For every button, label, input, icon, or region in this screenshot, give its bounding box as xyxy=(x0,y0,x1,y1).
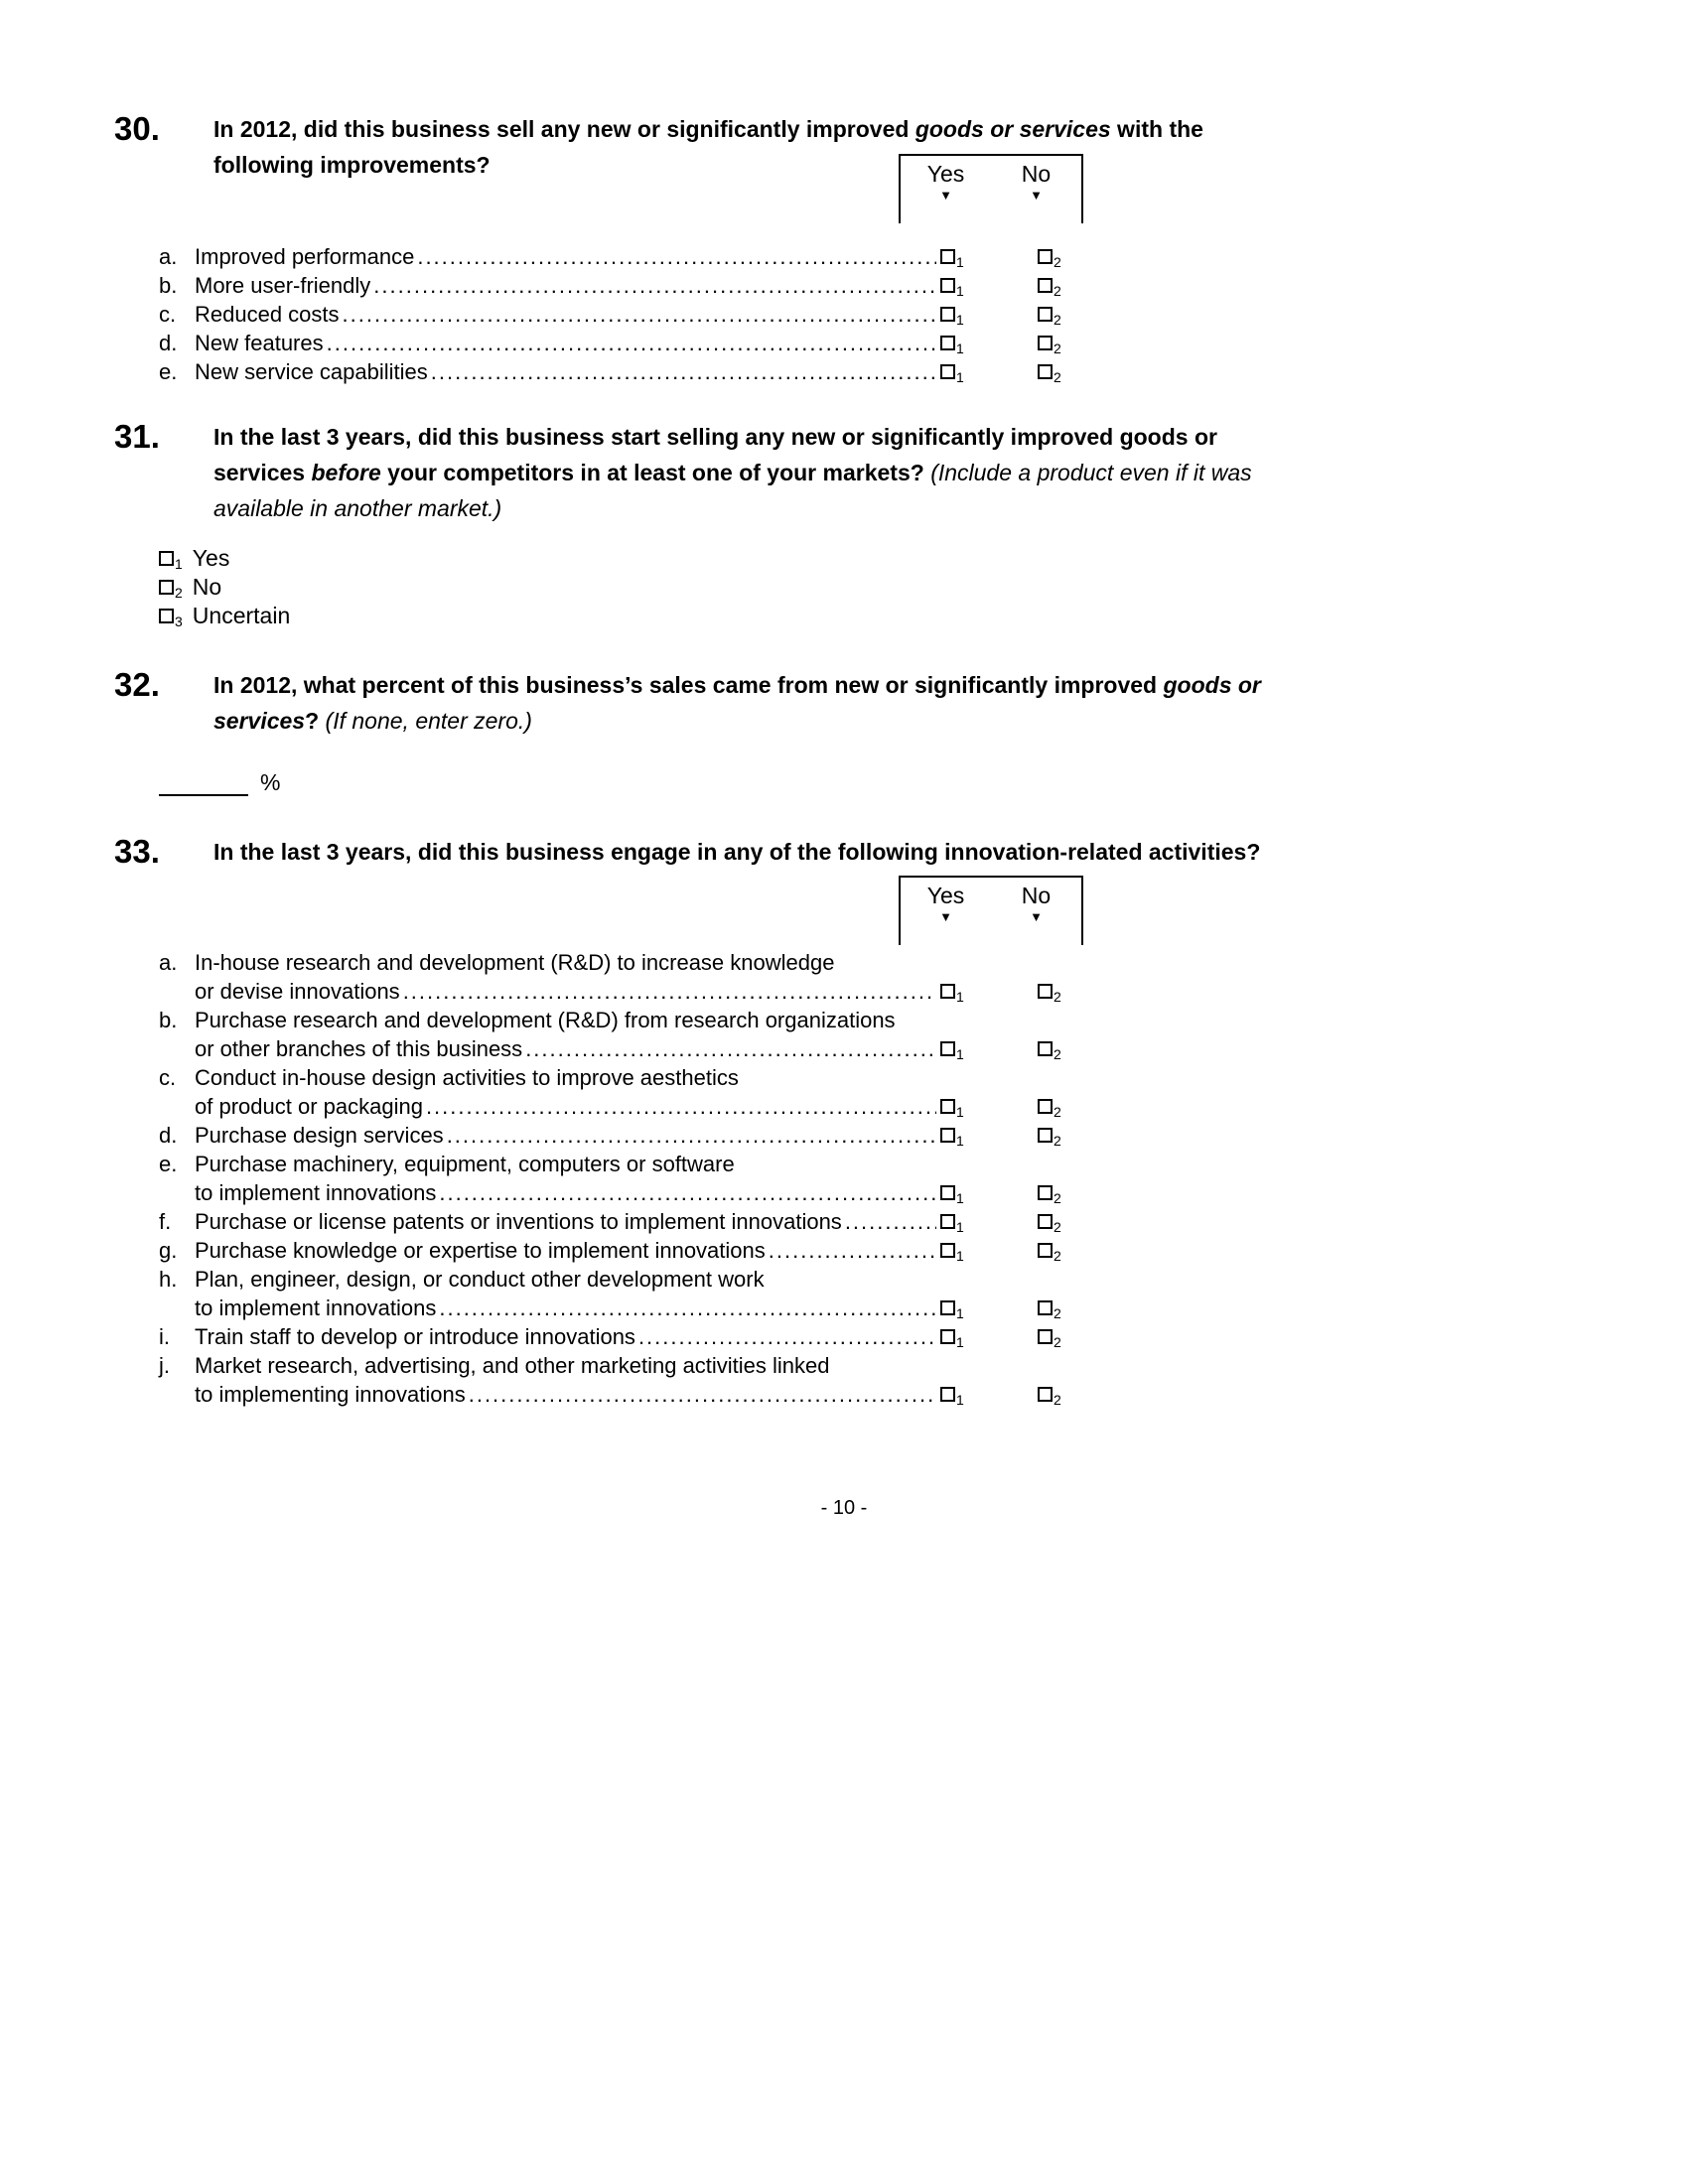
question-32 xyxy=(114,667,1574,796)
checkbox-box xyxy=(1038,307,1053,322)
question-item xyxy=(159,948,1097,1006)
checkbox-box xyxy=(940,1300,955,1315)
question-number: 33. xyxy=(114,833,160,870)
question-text: In 2012, did this business sell any new or significantly improved goods or services with the following improvements? xyxy=(213,116,1203,178)
checkbox-yes[interactable]: 1 xyxy=(940,1099,964,1114)
dotted-leader xyxy=(417,242,936,271)
checkbox-box xyxy=(940,364,955,379)
item-letter: d. xyxy=(159,331,178,355)
checkbox-no[interactable]: 2 xyxy=(1038,307,1061,322)
item-text: of product or packaging xyxy=(195,1094,423,1119)
checkbox-no[interactable]: 2 xyxy=(1038,278,1061,293)
no-column xyxy=(991,878,1081,945)
checkbox-box xyxy=(1038,984,1053,999)
checkbox-box xyxy=(1038,1128,1053,1143)
item-text: Improved performance xyxy=(195,244,415,269)
checkbox-yes[interactable]: 1 xyxy=(940,1128,964,1143)
item-row xyxy=(159,357,1097,386)
item-letter: g. xyxy=(159,1238,178,1263)
option-label: Uncertain xyxy=(192,603,291,628)
yes-label: Yes xyxy=(926,161,965,187)
checkbox-box xyxy=(1038,336,1053,350)
checkbox-yes[interactable]: 1 xyxy=(940,336,964,350)
dotted-leader xyxy=(373,271,936,300)
dotted-leader xyxy=(638,1322,936,1351)
yes-no-header xyxy=(899,876,1083,945)
percent-answer-row xyxy=(159,766,1574,796)
dotted-leader xyxy=(469,1380,936,1409)
checkbox-box xyxy=(1038,364,1053,379)
item-text: New features xyxy=(195,331,324,355)
dotted-leader xyxy=(525,1034,936,1063)
checkbox-box xyxy=(940,1387,955,1402)
no-label: No xyxy=(1021,883,1052,908)
checkbox-box xyxy=(940,1214,955,1229)
option-yes[interactable] xyxy=(159,544,1574,573)
checkbox-box xyxy=(1038,1387,1053,1402)
item-row xyxy=(159,271,1097,300)
question-item xyxy=(159,1063,1097,1121)
question-33-items xyxy=(159,948,1097,1409)
item-text: to implementing innovations xyxy=(195,1382,466,1407)
checkbox-box xyxy=(1038,1300,1053,1315)
checkbox-yes[interactable]: 1 xyxy=(940,1214,964,1229)
dotted-leader xyxy=(431,357,936,386)
item-letter: b. xyxy=(159,273,178,298)
checkbox-yes[interactable]: 1 xyxy=(940,1185,964,1200)
item-letter: f. xyxy=(159,1209,172,1234)
question-item xyxy=(159,1006,1097,1063)
checkbox-box xyxy=(940,1185,955,1200)
checkbox-box xyxy=(159,580,174,595)
dotted-leader xyxy=(327,329,936,357)
checkbox-no[interactable]: 2 xyxy=(1038,249,1061,264)
item-text: In-house research and development (R&D) to increase knowledge xyxy=(195,950,835,975)
question-30-items xyxy=(159,242,1097,386)
item-letter: e. xyxy=(159,1152,178,1176)
checkbox-box xyxy=(940,307,955,322)
item-letter: c. xyxy=(159,302,177,327)
checkbox-yes[interactable]: 1 xyxy=(940,1243,964,1258)
item-text: Purchase or license patents or inventions to implement innovations xyxy=(195,1209,842,1234)
item-letter: d. xyxy=(159,1123,178,1148)
checkbox-yes[interactable]: 1 xyxy=(940,984,964,999)
dotted-leader xyxy=(439,1294,936,1322)
item-letter: a. xyxy=(159,244,178,269)
checkbox-box xyxy=(940,1243,955,1258)
option-label: Yes xyxy=(192,545,230,571)
down-arrow-icon: ▼ xyxy=(1030,909,1043,924)
yes-no-header xyxy=(899,154,1083,223)
checkbox-box xyxy=(940,1329,955,1344)
checkbox-box xyxy=(1038,1329,1053,1344)
question-number: 32. xyxy=(114,666,160,703)
item-letter: h. xyxy=(159,1267,178,1292)
checkbox-no[interactable]: 2 xyxy=(1038,336,1061,350)
question-item xyxy=(159,1322,1097,1351)
percent-sign: % xyxy=(260,769,281,795)
question-31 xyxy=(114,419,1574,630)
question-number: 31. xyxy=(114,418,160,455)
item-text: Purchase machinery, equipment, computers or software xyxy=(195,1152,735,1176)
item-letter: b. xyxy=(159,1008,178,1032)
checkbox-box xyxy=(1038,1214,1053,1229)
checkbox-no[interactable]: 2 xyxy=(1038,364,1061,379)
dotted-leader xyxy=(426,1092,936,1121)
checkbox-box xyxy=(940,249,955,264)
checkbox-box xyxy=(1038,1099,1053,1114)
item-text: Purchase research and development (R&D) from research organizations xyxy=(195,1008,896,1032)
question-text: In 2012, what percent of this business’s sales came from new or significantly improved goods or services? (If none, enter zero.) xyxy=(213,672,1261,734)
no-column xyxy=(991,156,1081,223)
checkbox-no[interactable]: 2 xyxy=(1038,1300,1061,1315)
item-text: Purchase design services xyxy=(195,1123,444,1148)
item-letter: a. xyxy=(159,950,178,975)
question-text: In the last 3 years, did this business start selling any new or significantly improved goods or services before your competitors in at least one of your markets? (Include a product even if it was available in another market.) xyxy=(213,424,1252,521)
item-text: Conduct in-house design activities to improve aesthetics xyxy=(195,1065,739,1090)
item-text: Purchase knowledge or expertise to implement innovations xyxy=(195,1238,766,1263)
checkbox-yes[interactable]: 1 xyxy=(940,249,964,264)
question-30 xyxy=(114,111,1574,386)
item-letter: c. xyxy=(159,1065,177,1090)
item-text: Train staff to develop or introduce innovations xyxy=(195,1324,635,1349)
checkbox-no[interactable]: 2 xyxy=(1038,1099,1061,1114)
yes-label: Yes xyxy=(926,883,965,908)
dotted-leader xyxy=(403,977,936,1006)
question-item xyxy=(159,1121,1097,1150)
question-item xyxy=(159,1236,1097,1265)
question-31-options xyxy=(159,544,1574,630)
checkbox-no[interactable]: 2 xyxy=(1038,1185,1061,1200)
checkbox-box xyxy=(940,1128,955,1143)
down-arrow-icon: ▼ xyxy=(939,909,952,924)
checkbox-uncertain[interactable]: 3 xyxy=(159,609,183,623)
checkbox-yes[interactable]: 1 xyxy=(940,1041,964,1056)
question-33 xyxy=(114,834,1574,1409)
item-letter: e. xyxy=(159,359,178,384)
no-label: No xyxy=(1021,161,1052,187)
checkbox-box xyxy=(940,1099,955,1114)
question-text: In the last 3 years, did this business engage in any of the following innovation-related activities? xyxy=(213,839,1261,865)
checkbox-box xyxy=(1038,1041,1053,1056)
item-text: or other branches of this business xyxy=(195,1036,523,1061)
down-arrow-icon: ▼ xyxy=(1030,188,1043,203)
item-text: Plan, engineer, design, or conduct other development work xyxy=(195,1267,765,1292)
checkbox-box xyxy=(1038,1185,1053,1200)
item-letter: i. xyxy=(159,1324,170,1349)
dotted-leader xyxy=(439,1178,936,1207)
dotted-leader xyxy=(845,1207,936,1236)
yes-column xyxy=(901,878,991,945)
checkbox-yes[interactable]: 1 xyxy=(940,1329,964,1344)
checkbox-no[interactable]: 2 xyxy=(1038,1329,1061,1344)
checkbox-no[interactable]: 2 xyxy=(1038,1214,1061,1229)
option-uncertain[interactable] xyxy=(159,602,1574,630)
checkbox-box xyxy=(940,1041,955,1056)
page-number: - 10 - xyxy=(820,1497,868,1519)
checkbox-box xyxy=(1038,1243,1053,1258)
checkbox-no[interactable]: 2 xyxy=(159,580,183,595)
item-text: New service capabilities xyxy=(195,359,428,384)
item-text: or devise innovations xyxy=(195,979,400,1004)
down-arrow-icon: ▼ xyxy=(939,188,952,203)
checkbox-box xyxy=(940,984,955,999)
checkbox-no[interactable]: 2 xyxy=(1038,1128,1061,1143)
checkbox-yes[interactable]: 1 xyxy=(940,1300,964,1315)
checkbox-box xyxy=(1038,278,1053,293)
item-text: Reduced costs xyxy=(195,302,340,327)
question-item xyxy=(159,1207,1097,1236)
checkbox-no[interactable]: 2 xyxy=(1038,984,1061,999)
dotted-leader xyxy=(769,1236,936,1265)
checkbox-yes[interactable]: 1 xyxy=(940,307,964,322)
checkbox-yes[interactable]: 1 xyxy=(940,278,964,293)
item-text: More user-friendly xyxy=(195,273,371,298)
item-text: to implement innovations xyxy=(195,1180,437,1205)
question-number: 30. xyxy=(114,110,160,147)
item-letter: j. xyxy=(159,1353,170,1378)
item-row xyxy=(159,300,1097,329)
checkbox-yes[interactable]: 1 xyxy=(159,551,183,566)
checkbox-box xyxy=(159,609,174,623)
dotted-leader xyxy=(343,300,936,329)
item-row xyxy=(159,242,1097,271)
checkbox-yes[interactable]: 1 xyxy=(940,1387,964,1402)
dotted-leader xyxy=(447,1121,936,1150)
option-label: No xyxy=(192,574,222,600)
option-no[interactable] xyxy=(159,573,1574,602)
item-text: Market research, advertising, and other marketing activities linked xyxy=(195,1353,830,1378)
item-row xyxy=(159,329,1097,357)
yes-column xyxy=(901,156,991,223)
percent-input[interactable] xyxy=(159,770,248,796)
question-item xyxy=(159,1150,1097,1207)
question-item xyxy=(159,1351,1097,1409)
checkbox-box xyxy=(940,278,955,293)
checkbox-no[interactable]: 2 xyxy=(1038,1243,1061,1258)
checkbox-box xyxy=(159,551,174,566)
checkbox-no[interactable]: 2 xyxy=(1038,1387,1061,1402)
question-item xyxy=(159,1265,1097,1322)
checkbox-yes[interactable]: 1 xyxy=(940,364,964,379)
checkbox-box xyxy=(940,336,955,350)
checkbox-box xyxy=(1038,249,1053,264)
item-text: to implement innovations xyxy=(195,1296,437,1320)
checkbox-no[interactable]: 2 xyxy=(1038,1041,1061,1056)
